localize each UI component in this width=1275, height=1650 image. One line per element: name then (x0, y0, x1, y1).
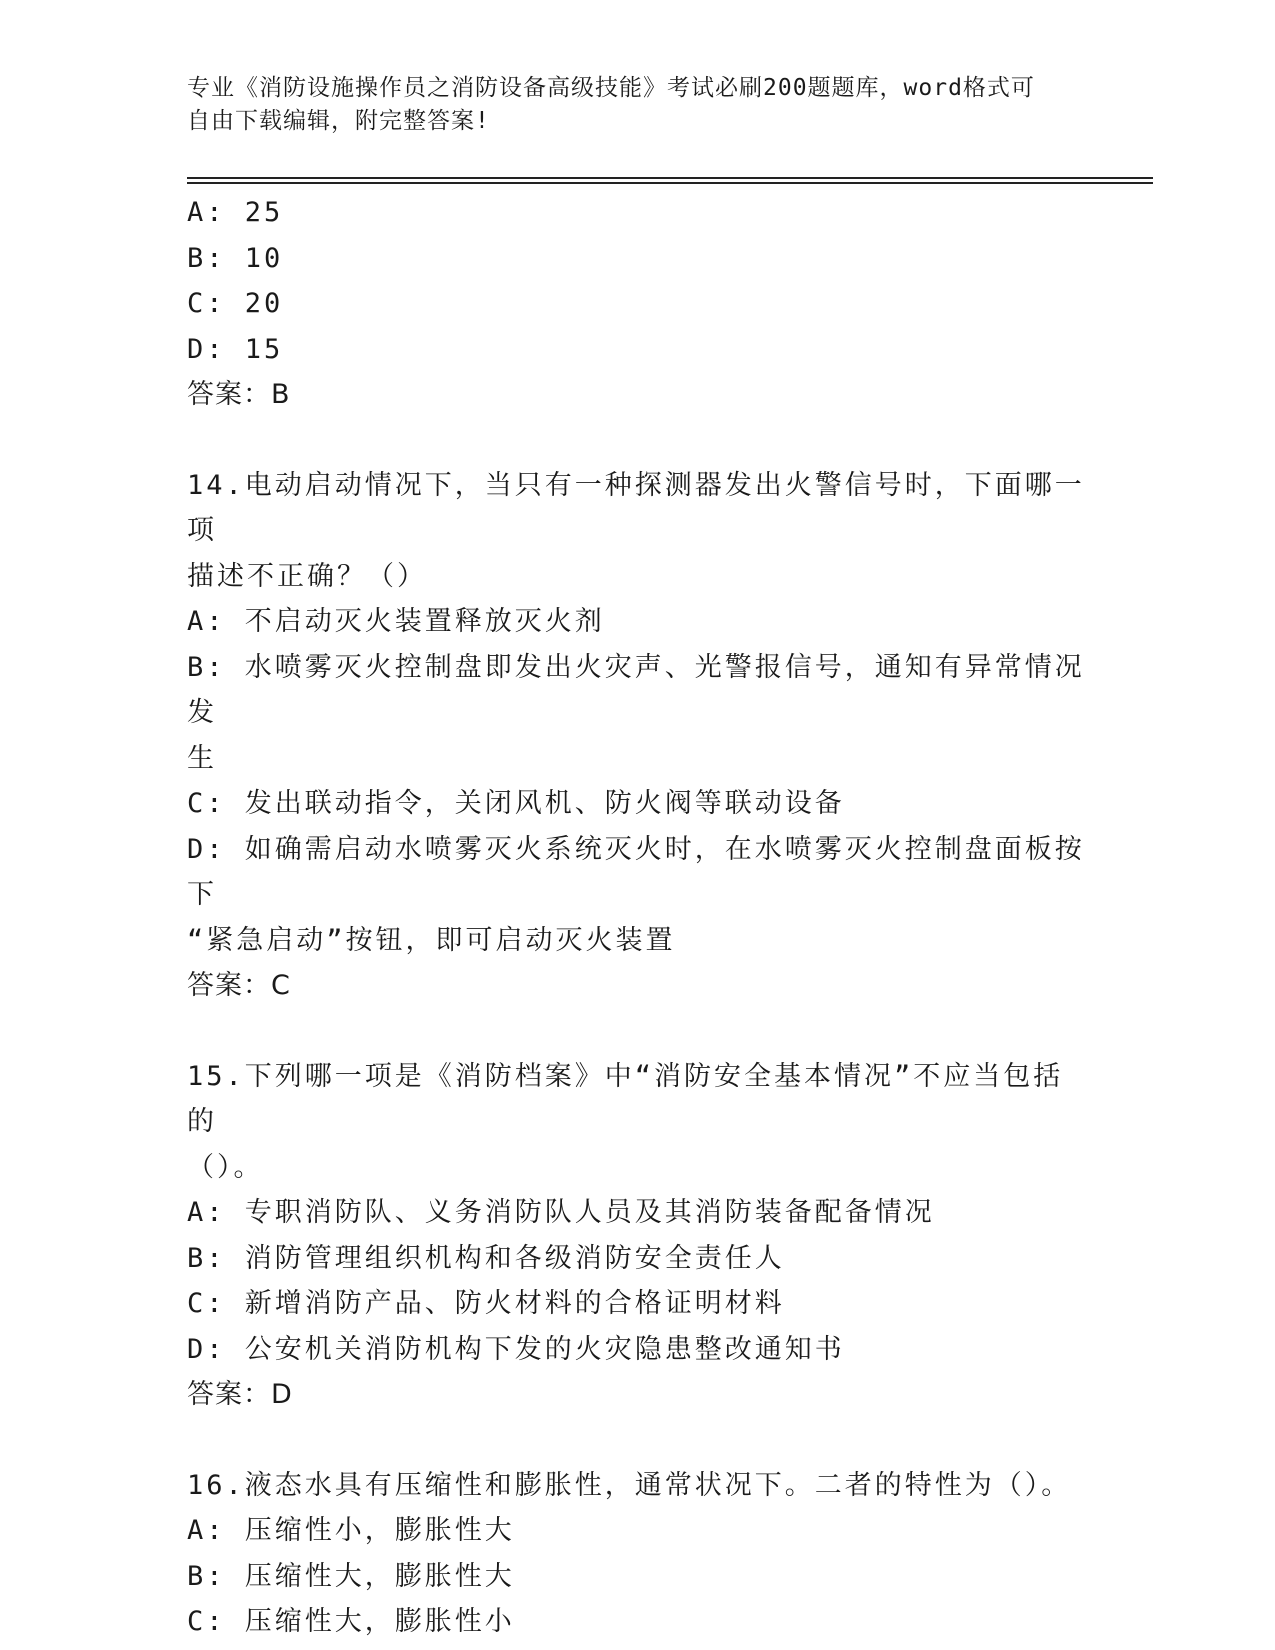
option-b: B: 10 (187, 242, 284, 274)
option-a: A: 专职消防队、义务消防队人员及其消防装备配备情况 (187, 1197, 935, 1228)
header-line-1: 专业《消防设施操作员之消防设备高级技能》考试必刷200题题库，word格式可 (187, 75, 1035, 101)
header-divider-bottom (187, 182, 1153, 184)
option-d: D: 15 (187, 333, 284, 365)
page-header (187, 72, 1087, 138)
option-c: C: 发出联动指令，关闭风机、防火阀等联动设备 (187, 788, 845, 819)
header-line-2: 自由下载编辑，附完整答案! (187, 108, 490, 134)
option-c: C: 新增消防产品、防火材料的合格证明材料 (187, 1288, 785, 1319)
document-body (187, 190, 1087, 1645)
option-a: A: 25 (187, 197, 284, 228)
option-c: C: 20 (187, 288, 284, 319)
answer-13: 答案：B (187, 379, 291, 410)
option-a: A: 不启动灭火装置释放灭火剂 (187, 606, 605, 637)
answer-15: 答案：D (187, 1379, 293, 1410)
option-d-line-2: “紧急启动”按钮，即可启动灭火装置 (187, 924, 676, 956)
option-b-line-1: B: 水喷雾灭火控制盘即发出火灾声、光警报信号，通知有异常情况发 (187, 651, 1085, 728)
header-divider-top (187, 177, 1153, 179)
option-b-line-2: 生 (187, 742, 217, 774)
question-15 (187, 1054, 1087, 1418)
question-14 (187, 463, 1087, 1009)
option-a: A: 压缩性小，膨胀性大 (187, 1515, 515, 1546)
option-b: B: 消防管理组织机构和各级消防安全责任人 (187, 1242, 785, 1274)
option-c: C: 压缩性大，膨胀性小 (187, 1606, 515, 1637)
question-text-line-2: 描述不正确？（） (187, 560, 427, 592)
option-b: B: 压缩性大，膨胀性大 (187, 1560, 515, 1592)
question-text: 16.液态水具有压缩性和膨胀性，通常状况下。二者的特性为（）。 (187, 1469, 1072, 1501)
question-16 (187, 1463, 1087, 1645)
option-d: D: 公安机关消防机构下发的火灾隐患整改通知书 (187, 1333, 845, 1365)
question-text-line-1: 15.下列哪一项是《消防档案》中“消防安全基本情况”不应当包括的 (187, 1060, 1064, 1137)
question-text-line-2: （）。 (187, 1151, 264, 1183)
question-13 (187, 190, 1087, 418)
question-text-line-1: 14.电动启动情况下，当只有一种探测器发出火警信号时，下面哪一项 (187, 469, 1085, 546)
option-d-line-1: D: 如确需启动水喷雾灭火系统灭火时，在水喷雾灭火控制盘面板按下 (187, 833, 1085, 910)
answer-14: 答案：C (187, 970, 291, 1001)
